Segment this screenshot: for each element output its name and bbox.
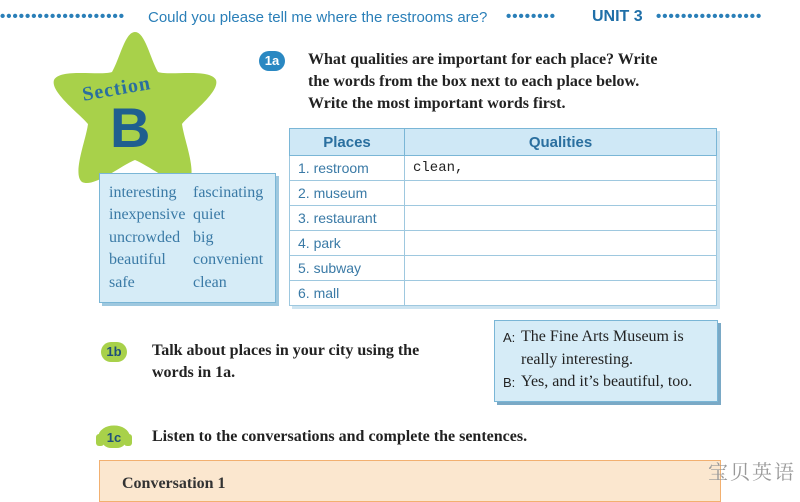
column-header-places: Places — [290, 129, 405, 156]
conversation-title: Conversation 1 — [122, 475, 226, 492]
activity-1b-badge: 1b — [101, 342, 127, 362]
quality-input-cell[interactable] — [405, 181, 717, 206]
word-item: safe — [109, 274, 135, 291]
dialog-speaker: B: — [503, 375, 516, 390]
place-cell: 1. restroom — [290, 156, 405, 181]
place-cell: 5. subway — [290, 256, 405, 281]
section-letter: B — [110, 96, 151, 159]
word-item: beautiful — [109, 251, 166, 268]
page-header — [0, 6, 800, 30]
activity-1a-badge: 1a — [259, 51, 285, 71]
instruction-line: the words from the box next to each place below. — [308, 73, 640, 90]
instruction-line: What qualities are important for each place? Write — [308, 51, 658, 68]
word-item: uncrowded — [109, 229, 181, 246]
place-cell: 2. museum — [290, 181, 405, 206]
conversation-box — [99, 460, 721, 502]
place-cell: 4. park — [290, 231, 405, 256]
activity-1c-instruction: Listen to the conversations and complete the sentences. — [152, 428, 528, 445]
activity-1b-instruction — [152, 340, 419, 384]
quality-input-cell[interactable] — [405, 281, 717, 306]
place-cell: 3. restaurant — [290, 206, 405, 231]
place-cell: 6. mall — [290, 281, 405, 306]
activity-1c-badge: 1c — [101, 428, 127, 448]
column-header-qualities: Qualities — [405, 129, 717, 156]
word-item: clean — [193, 274, 227, 291]
word-item: big — [193, 229, 214, 246]
word-item: fascinating — [193, 184, 264, 201]
header-dots-right: ••••••••••••••••• — [656, 8, 763, 25]
quality-input-cell[interactable] — [405, 206, 717, 231]
table-row — [290, 231, 717, 256]
word-item: quiet — [193, 206, 225, 223]
dialog-line: really interesting. — [521, 351, 633, 368]
table-row — [290, 181, 717, 206]
word-item: interesting — [109, 184, 177, 201]
header-dots-mid: •••••••• — [506, 8, 557, 25]
instruction-line: Write the most important words first. — [308, 95, 566, 112]
watermark: 宝贝英语 — [708, 462, 796, 484]
table-header-row — [290, 129, 717, 156]
table-row — [290, 156, 717, 181]
table-row — [290, 206, 717, 231]
dialog-speaker: A: — [503, 330, 516, 345]
quality-input-cell[interactable]: clean, — [405, 156, 717, 181]
unit-label: UNIT 3 — [592, 8, 643, 25]
section-label: Section — [80, 72, 153, 106]
dialog-line: Yes, and it’s beautiful, too. — [521, 373, 693, 390]
header-title: Could you please tell me where the restrooms are? — [148, 9, 488, 26]
word-item: convenient — [193, 251, 264, 268]
activity-1a-instruction — [308, 49, 657, 115]
header-dots-left: •••••••••••••••••••• — [0, 8, 126, 25]
table-row — [290, 256, 717, 281]
example-dialog-box — [494, 320, 718, 402]
table-row — [290, 281, 717, 306]
dialog-line: The Fine Arts Museum is — [521, 328, 684, 345]
instruction-line: words in 1a. — [152, 364, 236, 381]
qualities-table — [289, 128, 717, 306]
word-item: inexpensive — [109, 206, 186, 223]
instruction-line: Talk about places in your city using the — [152, 342, 420, 359]
quality-input-cell[interactable] — [405, 256, 717, 281]
word-box — [99, 173, 276, 303]
quality-input-cell[interactable] — [405, 231, 717, 256]
